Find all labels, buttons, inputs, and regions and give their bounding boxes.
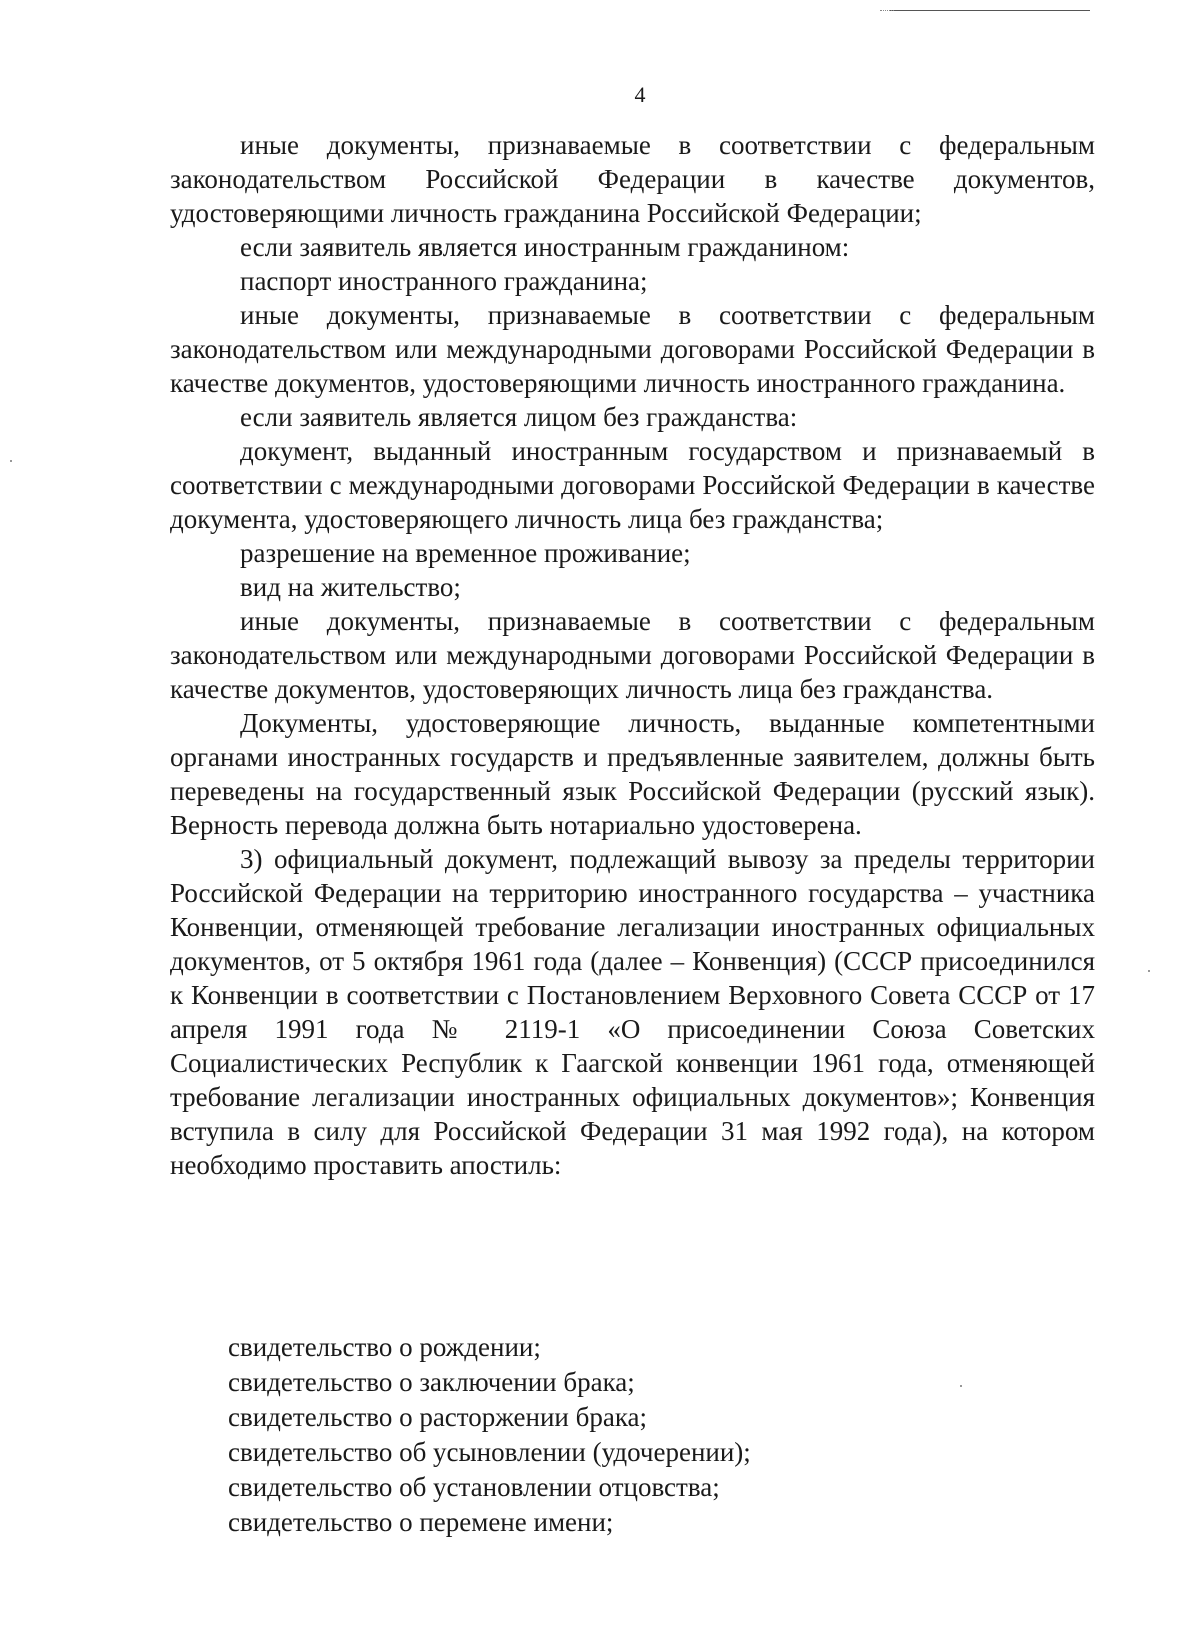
- paragraph-residence-permit: вид на жительство;: [240, 572, 461, 602]
- scan-edge-line: [890, 10, 1090, 11]
- certificate-list: [228, 1330, 751, 1540]
- paragraph-temporary-residence: разрешение на временное проживание;: [240, 538, 691, 568]
- list-item: свидетельство о заключении брака;: [228, 1367, 635, 1397]
- paragraph-stateless-document: документ, выданный иностранным государством и признаваемый в соответствии с международными договорами Российской Федерации в качестве документа, удостоверяющего личность лица без гражданства;: [170, 436, 1095, 534]
- paragraph-stateless-heading: если заявитель является лицом без гражданства:: [240, 402, 798, 432]
- paragraph-apostille-item-3: 3) официальный документ, подлежащий вывозу за пределы территории Российской Федерации на территорию иностранного государства – участника Конвенции, отменяющей требование легализации иностранных официальных документов, от 5 октября 1961 года (далее – Конвенция) (СССР присоединился к Конвенции в соответствии с Постановлением Верховного Совета СССР от 17 апреля 1991 года № 2119-1 «О присоединении Союза Советских Социалистических Республик к Гаагской конвенции 1961 года, отменяющей требование легализации иностранных официальных документов»; Конвенция вступила в силу для Российской Федерации 31 мая 1992 года), на котором необходимо проставить апостиль:: [170, 844, 1095, 1180]
- paragraph-other-docs-stateless: иные документы, признаваемые в соответствии с федеральным законодательством или международными договорами Российской Федерации в качестве документов, удостоверяющих личность лица без гражданства.: [170, 606, 1095, 704]
- paragraph-foreign-passport: паспорт иностранного гражданина;: [240, 266, 648, 296]
- body-text: [170, 128, 1095, 1182]
- paragraph-other-docs-citizen: иные документы, признаваемые в соответствии с федеральным законодательством Российской Федерации в качестве документов, удостоверяющими личность гражданина Российской Федерации;: [170, 130, 1095, 228]
- list-item: свидетельство о перемене имени;: [228, 1507, 614, 1537]
- list-item: свидетельство о рождении;: [228, 1332, 541, 1362]
- paragraph-translation-requirement: Документы, удостоверяющие личность, выданные компетентными органами иностранных государств и предъявленные заявителем, должны быть переведены на государственный язык Российской Федерации (русский язык). Верность перевода должна быть нотариально удостоверена.: [170, 708, 1095, 840]
- scan-speck: [10, 460, 12, 462]
- paragraph-other-docs-foreign: иные документы, признаваемые в соответствии с федеральным законодательством или международными договорами Российской Федерации в качестве документов, удостоверяющими личность иностранного гражданина.: [170, 300, 1095, 398]
- list-item: свидетельство о расторжении брака;: [228, 1402, 648, 1432]
- scan-speck: [960, 1385, 962, 1387]
- page-number: 4: [634, 82, 646, 107]
- scan-edge-dots: [880, 10, 894, 11]
- list-item: свидетельство об усыновлении (удочерении);: [228, 1437, 751, 1467]
- paragraph-foreign-citizen-heading: если заявитель является иностранным гражданином:: [240, 232, 850, 262]
- scan-speck: [1148, 970, 1150, 972]
- list-item: свидетельство об установлении отцовства;: [228, 1472, 720, 1502]
